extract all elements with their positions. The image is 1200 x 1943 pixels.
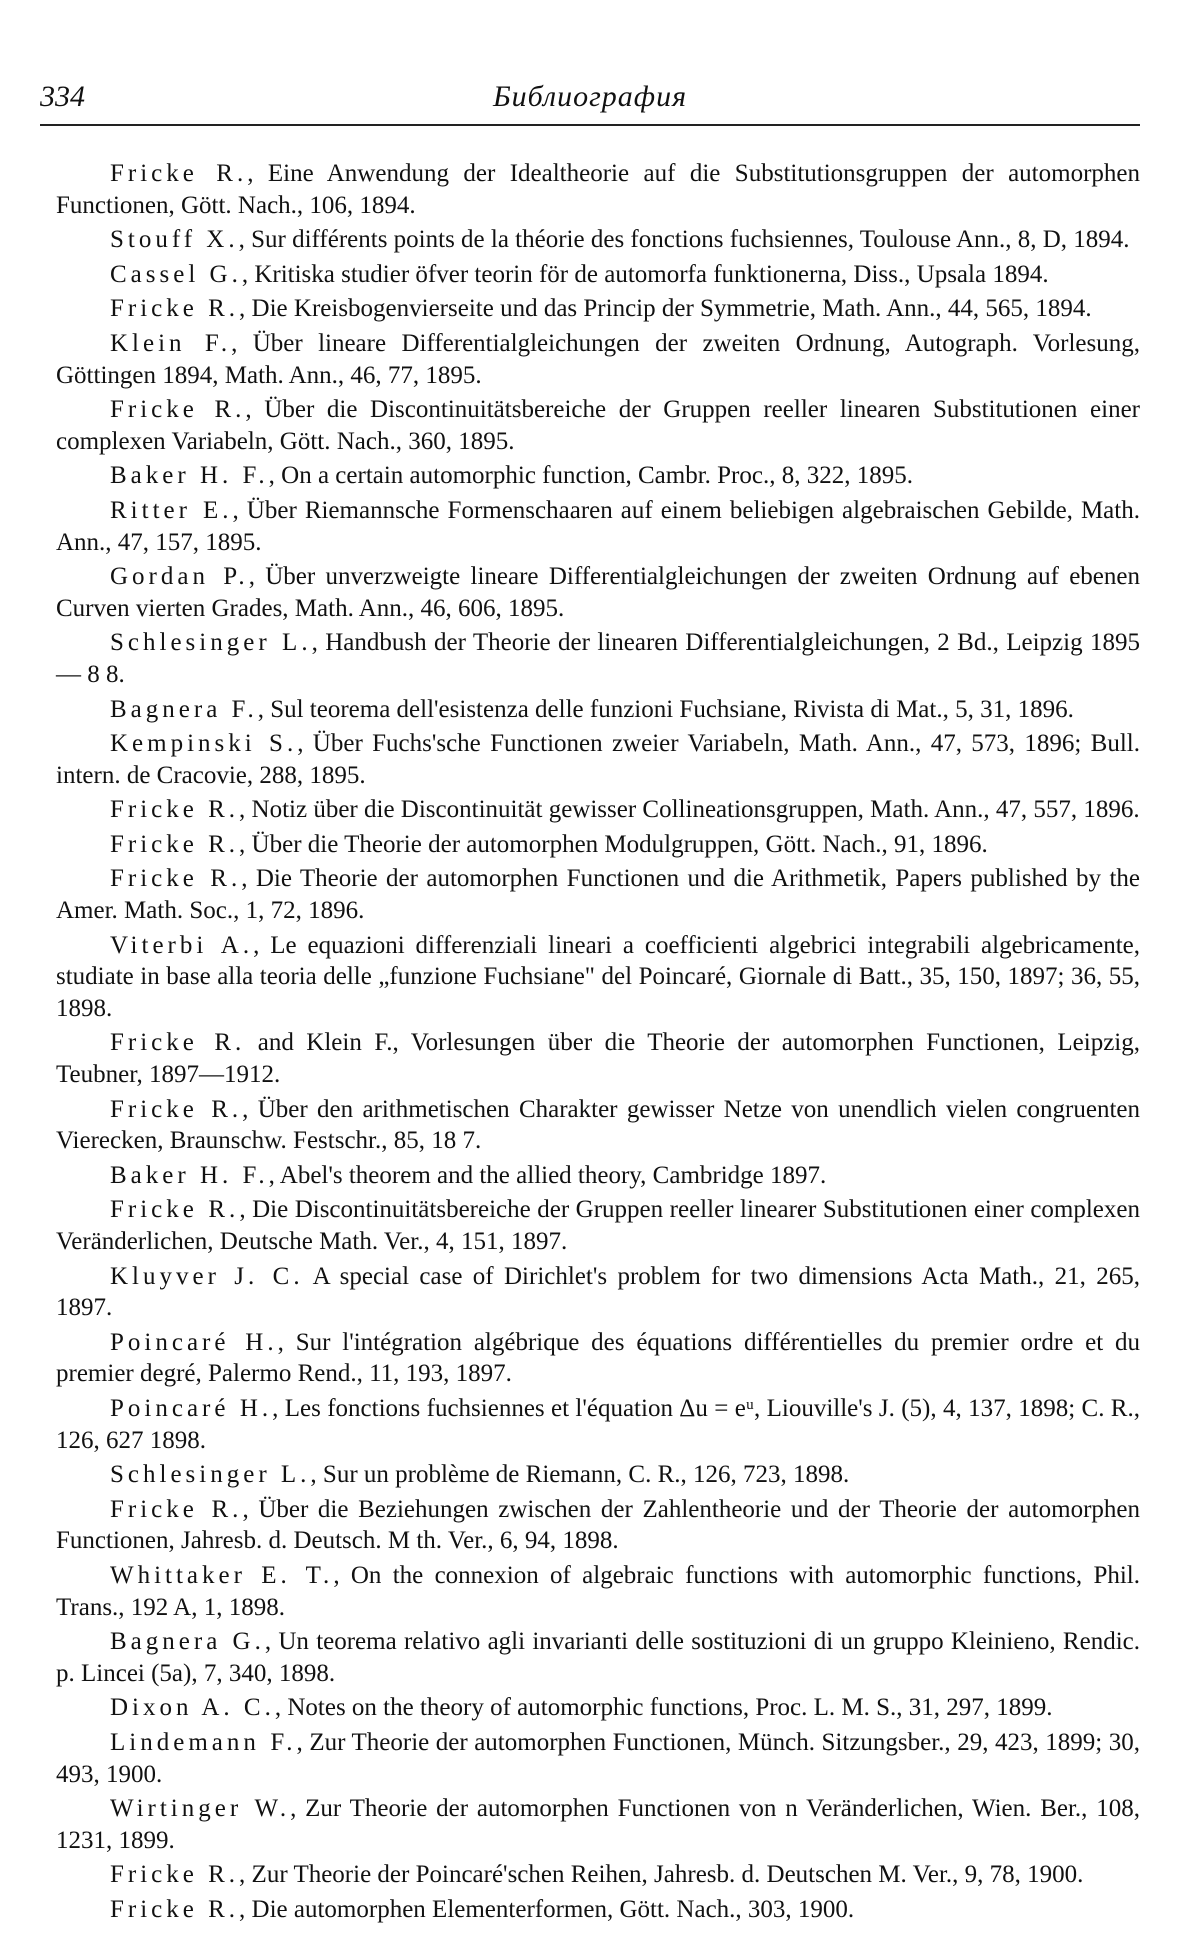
entry-text: , Über die Beziehungen zwischen der Zahlentheorie und der Theorie der automorphen Functionen, Jahresb. d. Deutsch. M th. Ver., 6, 94, 1898. <box>56 1495 1140 1555</box>
entry-author: Wirtinger W. <box>110 1795 291 1823</box>
entry-author: Poincaré H. <box>110 1394 273 1422</box>
entry-text: , Sur l'intégration algébrique des équations différentielles du premier ordre et du premier degré, Palermo Rend., 11, 193, 1897. <box>56 1328 1140 1388</box>
page-header <box>40 72 1140 122</box>
entry-text: , Über die Discontinuitätsbereiche der Gruppen reeller linearen Substitutionen einer complexen Variabeln, Gött. Nach., 360, 1895. <box>56 396 1140 455</box>
entry-text: , Über Riemannsche Formenschaaren auf einem beliebigen algebraischen Gebilde, Math. Ann., 47, 157, 1895. <box>56 496 1140 556</box>
entry-author: Fricke R. <box>110 1895 240 1923</box>
entry-author: Fricke R. <box>110 796 240 824</box>
header-rule <box>40 124 1140 126</box>
entry-text: , Sul teorema dell'esistenza delle funzioni Fuchsiane, Rivista di Mat., 5, 31, 1896. <box>257 695 1074 723</box>
bibliography-entry <box>56 1027 1140 1090</box>
entry-text: , Les fonctions fuchsiennes et l'équation Δu = eᵘ, Liouville's J. (5), 4, 137, 1898; C. R., 126, 627 1898. <box>56 1394 1140 1454</box>
entry-text: , Zur Theorie der automorphen Functionen von n Veränderlichen, Wien. Ber., 108, 1231, 1899. <box>56 1795 1140 1854</box>
bibliography-entry <box>56 1793 1140 1856</box>
entry-text: , Kritiska studier öfver teorin för de automorfa funktionerna, Diss., Upsala 1894. <box>241 260 1049 288</box>
entry-text: , On the connexion of algebraic functions with automorphic functions, Phil. Trans., 192 A, 1, 1898. <box>56 1561 1141 1621</box>
bibliography-entry <box>56 1626 1140 1689</box>
bibliography-entry <box>56 794 1140 826</box>
entry-text: , Die automorphen Elementerformen, Gött. Nach., 303, 1900. <box>239 1895 855 1923</box>
bibliography-entry <box>56 627 1140 690</box>
bibliography-entry <box>56 1393 1140 1456</box>
entry-author: Schlesinger L. <box>110 1461 311 1489</box>
bibliography-entry <box>56 460 1140 492</box>
entry-text: , Notes on the theory of automorphic functions, Proc. L. M. S., 31, 297, 1899. <box>274 1694 1053 1722</box>
entry-author: Fricke R. <box>110 1861 240 1889</box>
entry-text: , Über lineare Differentialgleichungen der zweiten Ordnung, Autograph. Vorlesung, Göttingen 1894, Math. Ann., 46, 77, 1895. <box>56 329 1140 389</box>
entry-text: , Un teorema relativo agli invarianti delle sostituzioni di un gruppo Kleinieno, Rendic. p. Lincei (5a), 7, 340, 1898. <box>56 1628 1140 1687</box>
entry-text: , Abel's theorem and the allied theory, Cambridge 1897. <box>268 1161 827 1189</box>
entry-text: , Die Theorie der automorphen Functionen und die Arithmetik, Papers published by the Amer. Math. Soc., 1, 72, 1896. <box>56 865 1140 925</box>
entry-author: Baker H. F. <box>110 1161 269 1189</box>
entry-text: , Über unverzweigte lineare Differentialgleichungen der zweiten Ordnung auf ebenen Curven vierten Grades, Math. Ann., 46, 606, 1895. <box>56 563 1141 622</box>
bibliography-entry <box>56 694 1140 726</box>
entry-author: Lindemann F. <box>110 1728 297 1756</box>
entry-text: , Die Kreisbogenvierseite und das Princip der Symmetrie, Math. Ann., 44, 565, 1894. <box>239 295 1092 323</box>
entry-text: , Über Fuchs'sche Functionen zweier Variabeln, Math. Ann., 47, 573, 1896; Bull. intern. de Cracovie, 288, 1895. <box>56 730 1140 789</box>
bibliography-entry <box>56 930 1140 1025</box>
entry-text: , Le equazioni differenziali lineari a coefficienti algebrici integrabili algebricamente, studiate in base alla teoria delle „funzione Fuchsiane" del Poincaré, Giornale di Batt., 35, 150, 1897; 36, 55, 1898. <box>56 931 1140 1022</box>
page-number: 334 <box>40 80 85 113</box>
bibliography-entry <box>56 561 1140 624</box>
entry-author: Whittaker E. T. <box>110 1561 334 1589</box>
entry-author: Fricke R. <box>110 1095 243 1123</box>
bibliography-entry <box>56 394 1140 457</box>
entry-author: Fricke R. <box>110 1196 240 1224</box>
entry-author: Klein F. <box>110 329 232 357</box>
bibliography-entry <box>56 829 1140 861</box>
entry-author: Kempinski S. <box>110 730 298 758</box>
bibliography-entry <box>56 259 1140 291</box>
entry-text: , Eine Anwendung der Idealtheorie auf die Substitutionsgruppen der automorphen Functionen, Gött. Nach., 106, 1894. <box>56 160 1140 219</box>
entry-author: Schlesinger L. <box>110 629 312 657</box>
entry-text: , Sur différents points de la théorie des fonctions fuchsiennes, Toulouse Ann., 8, D, 1894. <box>238 226 1130 254</box>
entry-text: , Handbush der Theorie der linearen Differentialgleichungen, 2 Bd., Leipzig 1895— 8 8. <box>56 629 1140 688</box>
entry-author: Baker H. F. <box>110 462 269 490</box>
bibliography-entry <box>56 1327 1140 1390</box>
entry-text: , Sur un problème de Riemann, C. R., 126, 723, 1898. <box>310 1461 850 1489</box>
entry-text: , Zur Theorie der automorphen Functionen, Münch. Sitzungsber., 29, 423, 1899; 30, 493, 1900. <box>56 1728 1140 1788</box>
entry-text: , Zur Theorie der Poincaré'schen Reihen, Jahresb. d. Deutschen M. Ver., 9, 78, 1900. <box>239 1861 1084 1889</box>
entry-author: Fricke R. <box>110 295 240 323</box>
entry-author: Bagnera G. <box>110 1628 265 1656</box>
bibliography-entry <box>56 1194 1140 1257</box>
entry-text: , Notiz über die Discontinuität gewisser Collineationsgruppen, Math. Ann., 47, 557, 1896. <box>239 796 1140 824</box>
entry-author: Fricke R. <box>110 830 240 858</box>
entry-author: Dixon A. C. <box>110 1694 275 1722</box>
entry-text: and Klein F., Vorlesungen über die Theorie der automorphen Functionen, Leipzig, Teubner, 1897—1912. <box>56 1029 1140 1089</box>
bibliography-entry <box>56 158 1140 221</box>
entry-text: , Über den arithmetischen Charakter gewisser Netze von unendlich vielen congruenten Vierecken, Braunschw. Festschr., 85, 18 7. <box>56 1095 1140 1155</box>
entry-author: Kluyver J. C. <box>110 1262 304 1290</box>
bibliography-entry <box>56 1494 1140 1557</box>
entry-text: , On a certain automorphic function, Cambr. Proc., 8, 322, 1895. <box>268 462 913 490</box>
entry-author: Cassel G. <box>110 260 242 288</box>
bibliography-entry <box>56 1094 1140 1157</box>
bibliography-entry <box>56 293 1140 325</box>
entry-author: Bagnera F. <box>110 695 258 723</box>
bibliography-entry <box>56 728 1140 791</box>
bibliography-entry <box>56 1459 1140 1491</box>
entry-author: Poincaré H. <box>110 1328 278 1356</box>
entry-author: Fricke R. <box>110 160 248 187</box>
bibliography-entry <box>56 863 1140 926</box>
bibliography-entry <box>56 1560 1140 1623</box>
entry-author: Fricke R. <box>110 1495 243 1523</box>
running-title: Библиография <box>492 80 688 113</box>
entry-author: Fricke R. <box>110 865 242 893</box>
entry-author: Fricke R. <box>110 1029 246 1057</box>
bibliography-entry <box>56 1692 1140 1724</box>
bibliography-entry <box>56 328 1140 391</box>
bibliography-list <box>56 158 1140 1928</box>
bibliography-entry <box>56 224 1140 256</box>
bibliography-entry <box>56 1261 1140 1324</box>
entry-text: A special case of Dirichlet's problem for two dimensions Acta Math., 21, 265, 1897. <box>56 1262 1141 1322</box>
entry-author: Viterbi A. <box>110 931 254 959</box>
bibliography-entry <box>56 1160 1140 1192</box>
entry-text: , Die Discontinuitätsbereiche der Gruppen reeller linearer Substitutionen einer complexen Veränderlichen, Deutsche Math. Ver., 4, 151, 1897. <box>56 1196 1140 1255</box>
entry-author: Fricke R. <box>110 396 246 424</box>
bibliography-entry <box>56 495 1140 558</box>
bibliography-entry <box>56 1894 1140 1926</box>
entry-text: , Über die Theorie der automorphen Modulgruppen, Gött. Nach., 91, 1896. <box>239 830 988 858</box>
entry-author: Gordan P. <box>110 563 249 591</box>
entry-author: Stouff X. <box>110 226 239 254</box>
bibliography-entry <box>56 1859 1140 1891</box>
bibliography-entry <box>56 1727 1140 1790</box>
entry-author: Ritter E. <box>110 496 233 524</box>
